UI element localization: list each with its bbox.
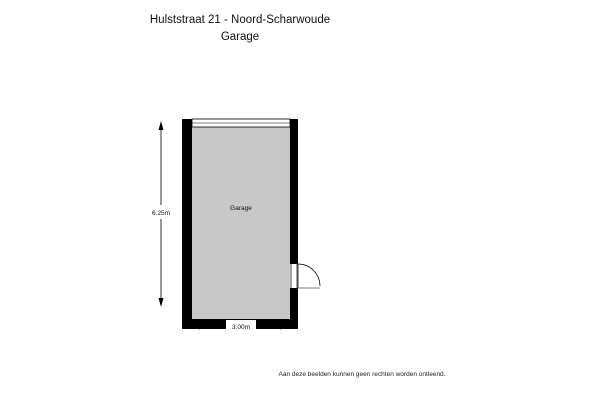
floor-title: Garage [220, 31, 260, 43]
address-title: Hulststraat 21 - Noord-Scharwoude [149, 14, 331, 26]
depth-label: 6.25m [151, 210, 171, 217]
garage-floor [192, 127, 290, 319]
room-label-garage: Garage [230, 205, 252, 212]
width-label: 3.00m [231, 324, 251, 331]
garage-door [192, 119, 290, 127]
side-door [290, 264, 320, 288]
disclaimer-text: Aan deze beelden kunnen geen rechten worden ontleend. [278, 371, 446, 378]
